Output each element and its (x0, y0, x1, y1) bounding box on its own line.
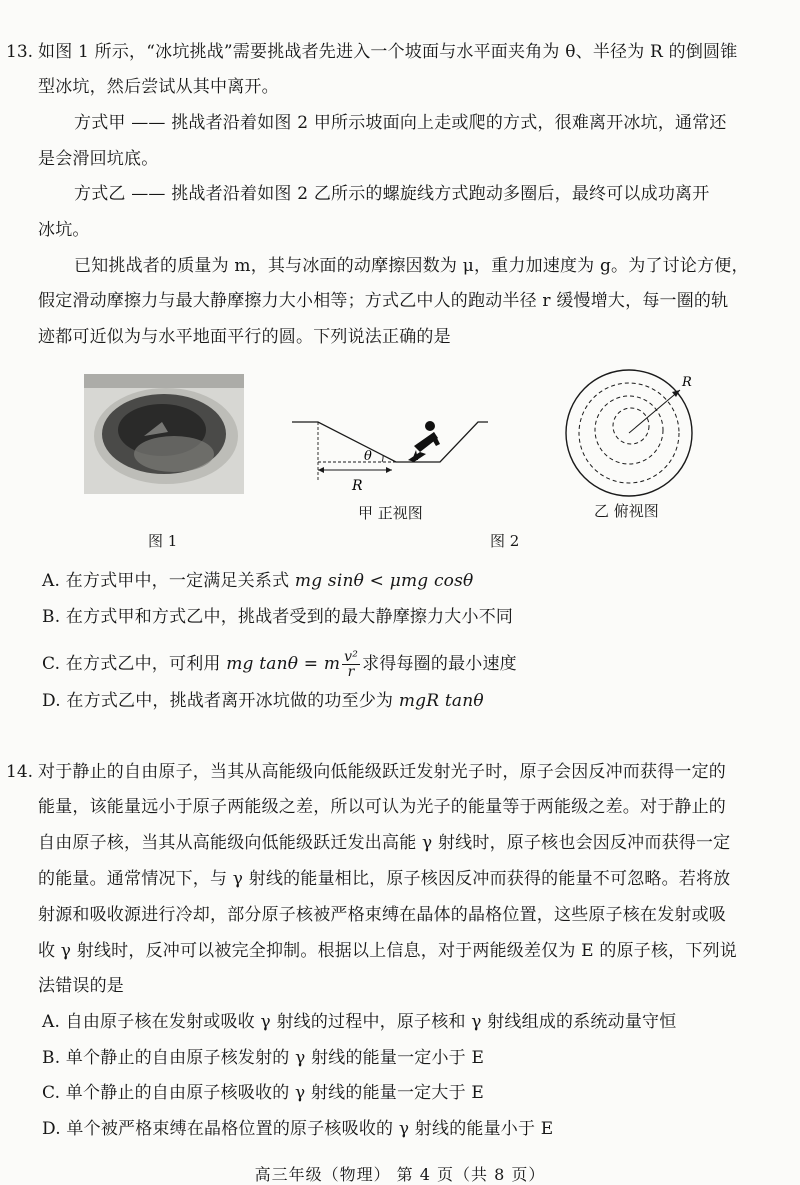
q13-option-d-math: mgR tanθ (398, 691, 484, 711)
figure1-label: 图 1 (148, 532, 178, 550)
q13-option-c-fraction (342, 650, 360, 679)
q13-option-b: B. 在方式甲和方式乙中，挑战者受到的最大静摩擦力大小不同 (42, 607, 514, 627)
q13-option-d (42, 691, 484, 711)
figure2-top-view (562, 366, 696, 500)
fraction-denominator: r (347, 664, 355, 680)
q14-option-b: B. 单个静止的自由原子核发射的 γ 射线的能量一定小于 E (42, 1048, 485, 1068)
figure2-side-view (288, 410, 488, 500)
q13-stem-line2: 型冰坑，然后尝试从其中离开。 (38, 77, 279, 97)
q13-known-line3: 迹都可近似为与水平地面平行的圆。下列说法正确的是 (38, 327, 451, 347)
q13-way-a-line1: 方式甲 —— 挑战者沿着如图 2 甲所示坡面向上走或爬的方式，很难离开冰坑，通常还 (74, 113, 727, 133)
figure2-label: 图 2 (490, 532, 520, 550)
q13-option-d-text: D. 在方式乙中，挑战者离开冰坑做的功至少为 (42, 691, 399, 711)
q13-number: 13. (6, 42, 34, 62)
q13-known-line1: 已知挑战者的质量为 m，其与冰面的动摩擦因数为 μ，重力加速度为 g。为了讨论方便， (74, 256, 749, 276)
q13-option-a-math: mg sinθ < μmg cosθ (294, 571, 474, 591)
q14-line5: 射源和吸收源进行冷却，部分原子核被严格束缚在晶体的晶格位置，这些原子核在发射或吸 (38, 905, 726, 925)
q14-line3: 自由原子核，当其从高能级向低能级跃迁发出高能 γ 射线时，原子核也会因反冲而获得一定 (38, 833, 731, 853)
q13-option-a (42, 571, 473, 591)
q13-option-c (42, 650, 517, 679)
q14-option-a: A. 自由原子核在发射或吸收 γ 射线的过程中，原子核和 γ 射线组成的系统动量守恒 (42, 1012, 677, 1032)
top-view-radius-label: R (682, 375, 692, 390)
climber-figure (408, 421, 440, 462)
theta-label: θ (364, 449, 372, 464)
q14-number: 14. (6, 762, 34, 782)
q14-line4: 的能量。通常情况下，与 γ 射线的能量相比，原子核因反冲而获得的能量不可忽略。若将放 (38, 869, 731, 889)
figure1-ice-pit-photo (84, 374, 244, 494)
q13-way-b-line2: 冰坑。 (38, 220, 90, 240)
q13-way-b-line1: 方式乙 —— 挑战者沿着如图 2 乙所示的螺旋线方式跑动多圈后，最终可以成功离开 (74, 184, 710, 204)
q13-option-c-suffix: 求得每圈的最小速度 (362, 654, 517, 674)
q14-option-c: C. 单个静止的自由原子核吸收的 γ 射线的能量一定大于 E (42, 1083, 484, 1103)
q13-way-a-line2: 是会滑回坑底。 (38, 149, 159, 169)
q13-option-c-text: C. 在方式乙中，可利用 (42, 654, 227, 674)
side-view-radius-label: R (352, 478, 363, 494)
figure2-side-caption: 甲 正视图 (358, 504, 423, 522)
fraction-numerator: v² (344, 649, 359, 665)
figure2-top-caption: 乙 俯视图 (594, 502, 659, 520)
page-footer: 高三年级（物理） 第 4 页（共 8 页） (254, 1165, 546, 1184)
q13-known-line2: 假定滑动摩擦力与最大静摩擦力大小相等；方式乙中人的跑动半径 r 缓慢增大，每一圈的轨 (38, 291, 729, 311)
q14-option-d: D. 单个被严格束缚在晶格位置的原子核吸收的 γ 射线的能量小于 E (42, 1119, 554, 1139)
q13-option-a-text: A. 在方式甲中，一定满足关系式 (42, 571, 295, 591)
q13-option-c-lhs: mg tanθ = m (226, 654, 341, 674)
q13-stem-line1: 如图 1 所示，“冰坑挑战”需要挑战者先进入一个坡面与水平面夹角为 θ、半径为 R 的倒圆锥 (38, 42, 738, 62)
q14-line2: 能量，该能量远小于原子两能级之差，所以可认为光子的能量等于两能级之差。对于静止的 (38, 797, 726, 817)
q14-line7: 法错误的是 (38, 976, 124, 996)
q14-line6: 收 γ 射线时，反冲可以被完全抑制。根据以上信息，对于两能级差仅为 E 的原子核，下列说 (38, 941, 737, 961)
q14-line1: 对于静止的自由原子，当其从高能级向低能级跃迁发射光子时，原子会因反冲而获得一定的 (38, 762, 726, 782)
